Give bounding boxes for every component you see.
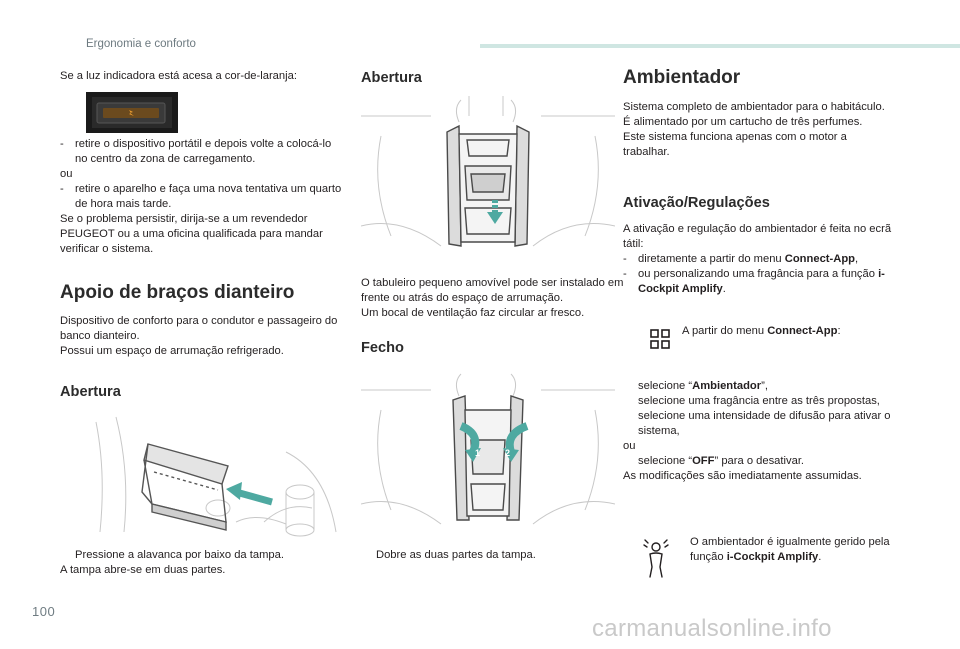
- list-marker: -: [623, 268, 627, 280]
- lid-opens-text: A tampa abre-se em duas partes.: [60, 564, 226, 576]
- bullet-icon: [361, 548, 376, 563]
- bullet-icon: [623, 409, 638, 439]
- settings-heading: Ativação/Regulações: [623, 195, 770, 211]
- menu-path-text: [682, 324, 892, 339]
- list-marker: -: [623, 253, 627, 265]
- armrest-storage: Possui um espaço de arrumação refrigerado.: [60, 345, 284, 357]
- arrow-label-2: 2: [505, 448, 511, 458]
- menu-connect-app: Connect-App: [767, 325, 838, 337]
- select-fragrance: selecione uma fragância entre as três propostas,: [638, 395, 880, 407]
- press-instruction: Pressione a alavanca por baixo da tampa.: [75, 549, 284, 561]
- or-text: ou: [623, 440, 636, 452]
- select-intensity: selecione uma intensidade de difusão para ativar o sistema,: [638, 410, 891, 437]
- vent-text: Um bocal de ventilação faz circular ar fresco.: [361, 307, 585, 319]
- apps-grid-icon: [649, 328, 671, 350]
- bullet-icon: [623, 454, 638, 469]
- armrest-close-illustration: [361, 370, 615, 542]
- s1-post: ”,: [761, 380, 768, 392]
- fold-instruction: Dobre as duas partes da tampa.: [376, 549, 536, 561]
- s4-post: ” para o desativar.: [714, 455, 805, 467]
- opt1-text: diretamente a partir do menu: [638, 253, 785, 265]
- off-option: OFF: [692, 455, 715, 467]
- intro-text: Se a luz indicadora está acesa a cor-de-laranja:: [60, 70, 297, 82]
- bullet-icon: [623, 394, 638, 409]
- page-number: 100: [32, 604, 56, 619]
- warning-lamp-image: [86, 92, 178, 133]
- opening-heading-2: Abertura: [361, 70, 422, 86]
- armrest-open-illustration: [361, 96, 615, 264]
- or-text: ou: [60, 168, 73, 180]
- amplify-note: [690, 535, 890, 565]
- list-marker: -: [60, 183, 64, 195]
- arrow-label-1: 1: [475, 448, 481, 458]
- note-amplify: i-Cockpit Amplify: [726, 551, 819, 563]
- closing-heading: Fecho: [361, 340, 404, 356]
- list-marker: -: [60, 138, 64, 150]
- s4-pre: selecione “: [638, 455, 693, 467]
- opt1-punct: ,: [855, 253, 859, 265]
- step-1: retire o dispositivo portátil e depois volte a colocá-lo no centro da zona de carregamento.: [75, 138, 332, 165]
- ambientador-heading: Ambientador: [623, 67, 741, 88]
- immediate-text: As modificações são imediatamente assumidas.: [623, 470, 862, 482]
- connect-app-label: Connect-App: [784, 253, 855, 265]
- opt2-text: ou personalizando uma fragância para a função: [638, 268, 879, 280]
- tray-text: O tabuleiro pequeno amovível pode ser instalado em frente ou atrás do espaço de arrumação.: [361, 277, 624, 304]
- ambientador-description: Sistema completo de ambientador para o habitáculo. É alimentado por um cartucho de três perfumes.: [623, 101, 885, 128]
- settings-intro: A ativação e regulação do ambientador é feita no ecrã tátil:: [623, 223, 892, 250]
- header-bar: [480, 44, 960, 48]
- armrest-heading: Apoio de braços dianteiro: [60, 282, 295, 303]
- watermark: carmanualsonline.info: [592, 615, 832, 642]
- ambientador-engine-note: Este sistema funciona apenas com o motor a trabalhar.: [623, 131, 847, 158]
- persist-text: Se o problema persistir, dirija-se a um revendedor PEUGEOT ou a uma oficina qualificada para mandar verificar o sistema.: [60, 213, 323, 255]
- note-post: .: [818, 551, 822, 563]
- section-title: Ergonomia e conforto: [86, 38, 196, 50]
- menu-pre: A partir do menu: [682, 325, 768, 337]
- step-2: retire o aparelho e faça uma nova tentativa um quarto de hora mais tarde.: [75, 183, 342, 210]
- menu-post: :: [837, 325, 841, 337]
- s1-pre: selecione “: [638, 380, 693, 392]
- person-icon: [641, 537, 671, 579]
- ambientador-option: Ambientador: [692, 380, 762, 392]
- armrest-lever-illustration: [86, 412, 340, 540]
- bullet-icon: [60, 548, 75, 563]
- note-pre: O ambientador é igualmente gerido pela função: [690, 536, 890, 563]
- armrest-description: Dispositivo de conforto para o condutor e passageiro do banco dianteiro.: [60, 315, 338, 342]
- opening-heading-1: Abertura: [60, 384, 121, 400]
- bullet-icon: [623, 379, 638, 394]
- opt2-punct: .: [722, 283, 726, 295]
- i-cockpit-amplify-label: i-Cockpit Amplify: [638, 268, 885, 295]
